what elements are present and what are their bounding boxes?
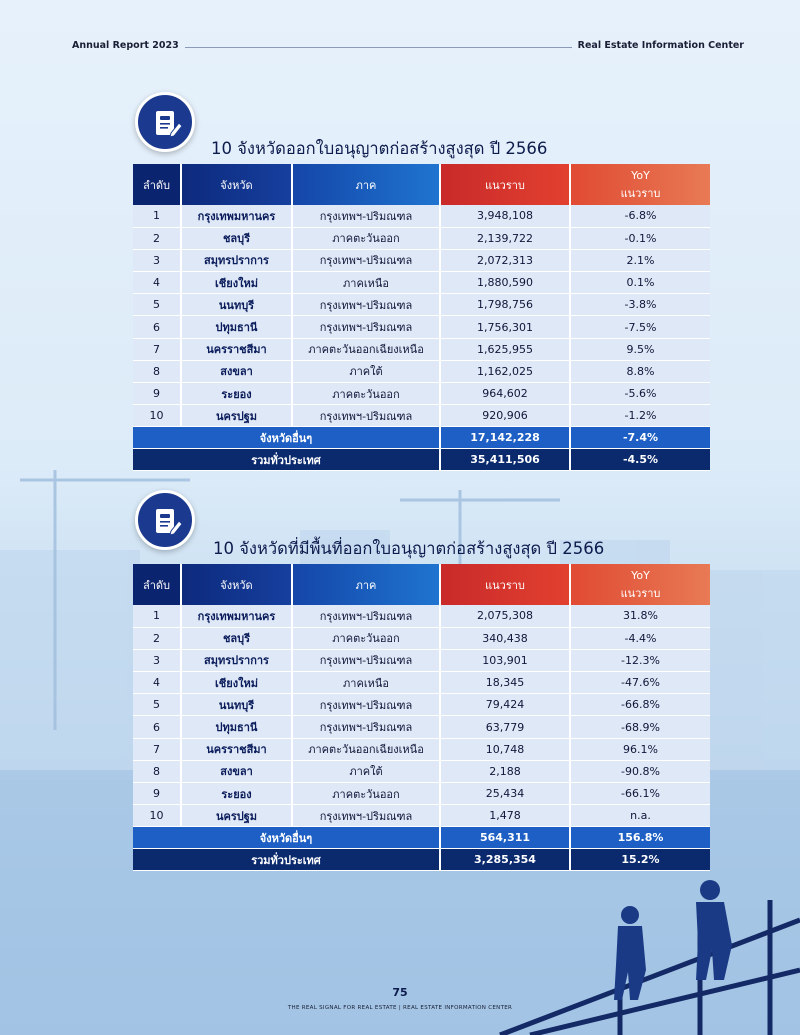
col-region-header: ภาค — [292, 564, 440, 605]
cell-rank: 3 — [133, 249, 181, 271]
other-provinces-row — [133, 427, 710, 449]
table-row — [133, 405, 710, 427]
cell-province: นนทบุรี — [181, 294, 292, 316]
cell-yoy: -1.2% — [570, 405, 710, 427]
cell-value: 1,798,756 — [440, 294, 570, 316]
cell-yoy: -5.6% — [570, 383, 710, 405]
cell-yoy: -4.4% — [570, 627, 710, 649]
workers-scaffold-illustration — [470, 860, 800, 1035]
col-value-header: แนวราบ — [440, 564, 570, 605]
cell-province: ชลบุรี — [181, 227, 292, 249]
cell-rank: 8 — [133, 760, 181, 782]
nationwide-total-row-yoy: -4.5% — [570, 449, 710, 471]
col-value-header: แนวราบ — [440, 164, 570, 205]
cell-province: ปทุมธานี — [181, 716, 292, 738]
cell-region: กรุงเทพฯ-ปริมณฑล — [292, 649, 440, 671]
cell-value: 1,478 — [440, 805, 570, 827]
table1-body — [133, 205, 710, 471]
cell-value: 964,602 — [440, 383, 570, 405]
cell-province: ปทุมธานี — [181, 316, 292, 338]
table-row — [133, 649, 710, 671]
cell-value: 18,345 — [440, 672, 570, 694]
cell-rank: 9 — [133, 383, 181, 405]
cell-value: 1,625,955 — [440, 338, 570, 360]
cell-yoy: -90.8% — [570, 760, 710, 782]
cell-yoy: -12.3% — [570, 649, 710, 671]
table-row — [133, 672, 710, 694]
other-provinces-row-yoy: -7.4% — [570, 427, 710, 449]
table1-header-row — [133, 164, 710, 205]
table-row — [133, 605, 710, 627]
yoy-header-line1: YoY — [631, 568, 650, 582]
cell-province: เชียงใหม่ — [181, 272, 292, 294]
table-row — [133, 227, 710, 249]
cell-value: 2,188 — [440, 760, 570, 782]
cell-value: 25,434 — [440, 783, 570, 805]
cell-region: กรุงเทพฯ-ปริมณฑล — [292, 316, 440, 338]
table-row — [133, 360, 710, 382]
col-yoy-header — [570, 164, 710, 205]
other-provinces-row-value: 17,142,228 — [440, 427, 570, 449]
nationwide-total-row-label: รวมทั่วประเทศ — [133, 849, 440, 871]
cell-region: ภาคตะวันออก — [292, 227, 440, 249]
cell-value: 1,162,025 — [440, 360, 570, 382]
col-province-header: จังหวัด — [181, 164, 292, 205]
cell-yoy: 8.8% — [570, 360, 710, 382]
col-region-header: ภาค — [292, 164, 440, 205]
publisher-name: Real Estate Information Center — [572, 40, 744, 51]
nationwide-total-row-value: 3,285,354 — [440, 849, 570, 871]
cell-value: 103,901 — [440, 649, 570, 671]
cell-rank: 2 — [133, 227, 181, 249]
cell-province: นครปฐม — [181, 805, 292, 827]
cell-rank: 3 — [133, 649, 181, 671]
cell-province: นครราชสีมา — [181, 338, 292, 360]
cell-region: กรุงเทพฯ-ปริมณฑล — [292, 805, 440, 827]
cell-province: กรุงเทพมหานคร — [181, 205, 292, 227]
cell-province: ชลบุรี — [181, 627, 292, 649]
cell-yoy: 31.8% — [570, 605, 710, 627]
cell-rank: 4 — [133, 672, 181, 694]
cell-value: 920,906 — [440, 405, 570, 427]
cell-rank: 10 — [133, 805, 181, 827]
col-rank-header: ลำดับ — [133, 164, 181, 205]
cell-region: ภาคเหนือ — [292, 272, 440, 294]
table-row — [133, 316, 710, 338]
cell-rank: 2 — [133, 627, 181, 649]
table-row — [133, 205, 710, 227]
cell-value: 79,424 — [440, 694, 570, 716]
cell-region: กรุงเทพฯ-ปริมณฑล — [292, 605, 440, 627]
table-row — [133, 249, 710, 271]
cell-region: ภาคตะวันออก — [292, 783, 440, 805]
cell-province: เชียงใหม่ — [181, 672, 292, 694]
table-row — [133, 716, 710, 738]
other-provinces-row-label: จังหวัดอื่นๆ — [133, 827, 440, 849]
cell-yoy: 2.1% — [570, 249, 710, 271]
cell-yoy: 0.1% — [570, 272, 710, 294]
cell-rank: 5 — [133, 294, 181, 316]
table-row — [133, 694, 710, 716]
table-row — [133, 294, 710, 316]
cell-region: กรุงเทพฯ-ปริมณฑล — [292, 694, 440, 716]
table-row — [133, 338, 710, 360]
footer-tagline: THE REAL SIGNAL FOR REAL ESTATE | REAL ESTATE INFORMATION CENTER — [287, 1005, 513, 1011]
yoy-header-line1: YoY — [631, 168, 650, 182]
document-pen-icon — [135, 92, 195, 152]
cell-region: กรุงเทพฯ-ปริมณฑล — [292, 205, 440, 227]
col-rank-header: ลำดับ — [133, 564, 181, 605]
other-provinces-row-yoy: 156.8% — [570, 827, 710, 849]
table2-body — [133, 605, 710, 871]
cell-yoy: n.a. — [570, 805, 710, 827]
page-header — [72, 40, 744, 56]
cell-rank: 6 — [133, 716, 181, 738]
cell-region: ภาคเหนือ — [292, 672, 440, 694]
cell-rank: 1 — [133, 205, 181, 227]
cell-province: นครราชสีมา — [181, 738, 292, 760]
cell-yoy: 9.5% — [570, 338, 710, 360]
cell-rank: 9 — [133, 783, 181, 805]
cell-region: กรุงเทพฯ-ปริมณฑล — [292, 249, 440, 271]
cell-yoy: -3.8% — [570, 294, 710, 316]
cell-value: 1,880,590 — [440, 272, 570, 294]
cell-value: 63,779 — [440, 716, 570, 738]
cell-region: ภาคตะวันออก — [292, 627, 440, 649]
cell-province: นนทบุรี — [181, 694, 292, 716]
cell-rank: 7 — [133, 738, 181, 760]
cell-region: กรุงเทพฯ-ปริมณฑล — [292, 716, 440, 738]
table2-title: 10 จังหวัดที่มีพื้นที่ออกใบอนุญาตก่อสร้างสูงสุด ปี 2566 — [213, 539, 605, 558]
document-pen-icon — [135, 490, 195, 550]
nationwide-total-row-label: รวมทั่วประเทศ — [133, 449, 440, 471]
table-row — [133, 272, 710, 294]
cell-region: กรุงเทพฯ-ปริมณฑล — [292, 405, 440, 427]
nationwide-total-row — [133, 449, 710, 471]
table-row — [133, 738, 710, 760]
cell-region: ภาคตะวันออกเฉียงเหนือ — [292, 338, 440, 360]
other-provinces-row-label: จังหวัดอื่นๆ — [133, 427, 440, 449]
cell-yoy: -47.6% — [570, 672, 710, 694]
page-number: 75 — [392, 986, 408, 999]
nationwide-total-row-yoy: 15.2% — [570, 849, 710, 871]
table-row — [133, 805, 710, 827]
cell-region: กรุงเทพฯ-ปริมณฑล — [292, 294, 440, 316]
cell-province: สมุทรปราการ — [181, 649, 292, 671]
cell-province: ระยอง — [181, 383, 292, 405]
cell-rank: 4 — [133, 272, 181, 294]
cell-rank: 1 — [133, 605, 181, 627]
cell-province: สงขลา — [181, 360, 292, 382]
cell-value: 2,072,313 — [440, 249, 570, 271]
cell-province: ระยอง — [181, 783, 292, 805]
col-province-header: จังหวัด — [181, 564, 292, 605]
yoy-header-line2: แนวราบ — [620, 586, 661, 600]
table-row — [133, 783, 710, 805]
report-title: Annual Report 2023 — [72, 40, 185, 51]
table1-title: 10 จังหวัดออกใบอนุญาตก่อสร้างสูงสุด ปี 2566 — [211, 139, 548, 158]
table-row — [133, 760, 710, 782]
table-row — [133, 627, 710, 649]
table-row — [133, 383, 710, 405]
cell-value: 2,075,308 — [440, 605, 570, 627]
cell-value: 3,948,108 — [440, 205, 570, 227]
cell-province: สมุทรปราการ — [181, 249, 292, 271]
cell-rank: 10 — [133, 405, 181, 427]
cell-province: นครปฐม — [181, 405, 292, 427]
col-yoy-header — [570, 564, 710, 605]
cell-value: 10,748 — [440, 738, 570, 760]
other-provinces-row — [133, 827, 710, 849]
cell-province: สงขลา — [181, 760, 292, 782]
cell-yoy: -66.8% — [570, 694, 710, 716]
yoy-header-line2: แนวราบ — [620, 186, 661, 200]
cell-rank: 5 — [133, 694, 181, 716]
cell-rank: 8 — [133, 360, 181, 382]
table2-header-row — [133, 564, 710, 605]
cell-region: ภาคใต้ — [292, 360, 440, 382]
cell-rank: 6 — [133, 316, 181, 338]
cell-value: 1,756,301 — [440, 316, 570, 338]
cell-yoy: -0.1% — [570, 227, 710, 249]
cell-value: 2,139,722 — [440, 227, 570, 249]
cell-yoy: 96.1% — [570, 738, 710, 760]
cell-yoy: -68.9% — [570, 716, 710, 738]
cell-region: ภาคตะวันออกเฉียงเหนือ — [292, 738, 440, 760]
table2 — [133, 564, 710, 871]
cell-yoy: -7.5% — [570, 316, 710, 338]
cell-province: กรุงเทพมหานคร — [181, 605, 292, 627]
nationwide-total-row-value: 35,411,506 — [440, 449, 570, 471]
other-provinces-row-value: 564,311 — [440, 827, 570, 849]
cell-region: ภาคใต้ — [292, 760, 440, 782]
cell-yoy: -66.1% — [570, 783, 710, 805]
cell-region: ภาคตะวันออก — [292, 383, 440, 405]
cell-yoy: -6.8% — [570, 205, 710, 227]
table1 — [133, 164, 710, 471]
cell-rank: 7 — [133, 338, 181, 360]
cell-value: 340,438 — [440, 627, 570, 649]
